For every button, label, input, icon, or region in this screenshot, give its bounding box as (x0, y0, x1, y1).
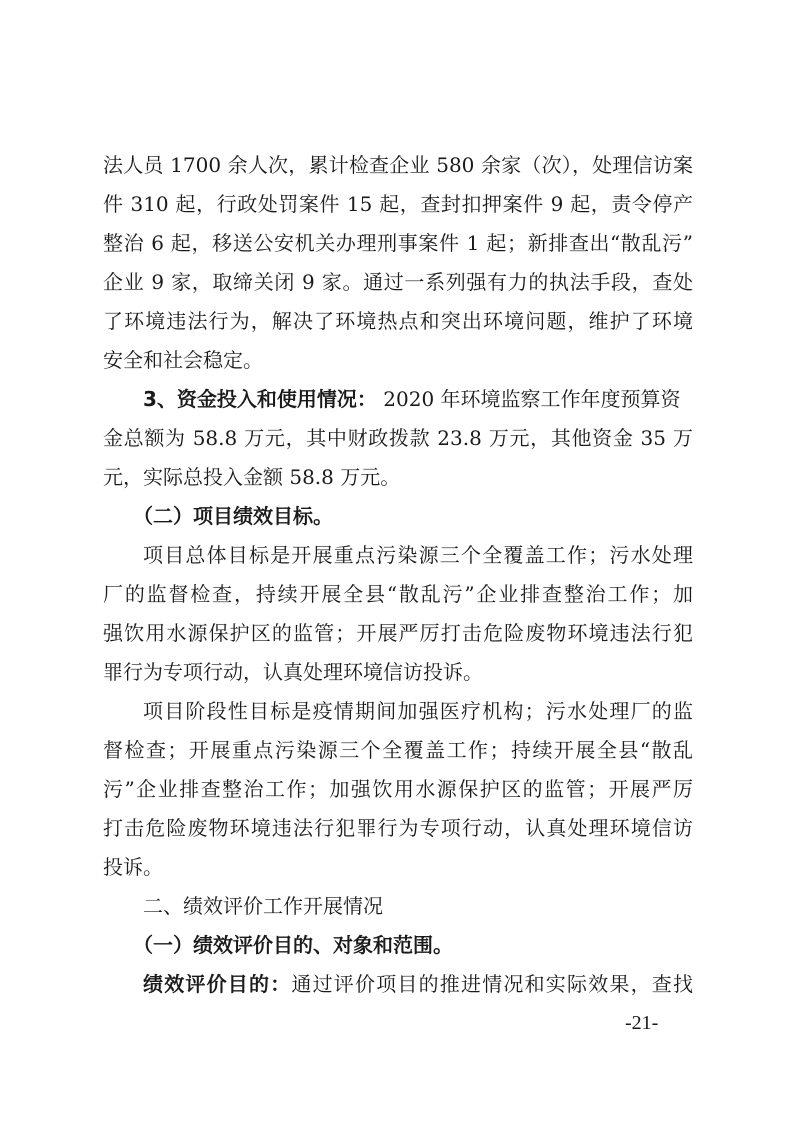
paragraph-line: 项目阶段性目标是疫情期间加强医疗机构；污水处理厂的监 (143, 699, 693, 723)
paragraph-line: 元，实际总投入金额 58.8 万元。 (103, 465, 401, 489)
paragraph-line: 了环境违法行为，解决了环境热点和突出环境问题，维护了环境 (103, 309, 693, 333)
purpose-line (143, 972, 693, 996)
paragraph-line: 企业 9 家，取缔关闭 9 家。通过一系列强有力的执法手段，查处 (103, 270, 693, 294)
section-heading-goals: （二）项目绩效目标。 (133, 504, 333, 528)
paragraph-line: 罪行为专项行动，认真处理环境信访投诉。 (103, 660, 483, 684)
paragraph-line: 厂的监督检查，持续开展全县“散乱污”企业排查整治工作；加 (103, 582, 693, 606)
paragraph-line: 项目总体目标是开展重点污染源三个全覆盖工作；污水处理 (143, 543, 693, 567)
paragraph-line: 法人员 1700 余人次，累计检查企业 580 余家（次），处理信访案 (103, 153, 693, 177)
paragraph-line: 安全和社会稳定。 (103, 348, 263, 372)
chapter-heading: 二、绩效评价工作开展情况 (143, 894, 383, 918)
paragraph-line: 污”企业排查整治工作；加强饮用水源保护区的监管；开展严厉 (103, 777, 693, 801)
paragraph-line: 整治 6 起，移送公安机关办理刑事案件 1 起；新排查出“散乱污” (103, 231, 693, 255)
paragraph-line: 投诉。 (103, 855, 163, 879)
page-number: -21- (625, 1012, 659, 1034)
purpose-heading: 绩效评价目的： (143, 972, 292, 996)
paragraph-line: 强饮用水源保护区的监管；开展严厉打击危险废物环境违法行犯 (103, 621, 693, 645)
purpose-text: 通过评价项目的推进情况和实际效果，查找 (291, 972, 694, 996)
paragraph-line: 打击危险废物环境违法行犯罪行为专项行动，认真处理环境信访 (103, 816, 693, 840)
section-heading-purpose: （一）绩效评价目的、对象和范围。 (133, 933, 453, 957)
paragraph-line: 督检查；开展重点污染源三个全覆盖工作；持续开展全县“散乱 (103, 738, 693, 762)
funding-line (143, 387, 693, 411)
funding-heading: 3、资金投入和使用情况： (143, 387, 377, 411)
paragraph-line: 金总额为 58.8 万元，其中财政拨款 23.8 万元，其他资金 35 万 (103, 426, 693, 450)
paragraph-line: 件 310 起，行政处罚案件 15 起，查封扣押案件 9 起，责令停产 (103, 192, 693, 216)
funding-text: 2020 年环境监察工作年度预算资 (376, 387, 681, 411)
